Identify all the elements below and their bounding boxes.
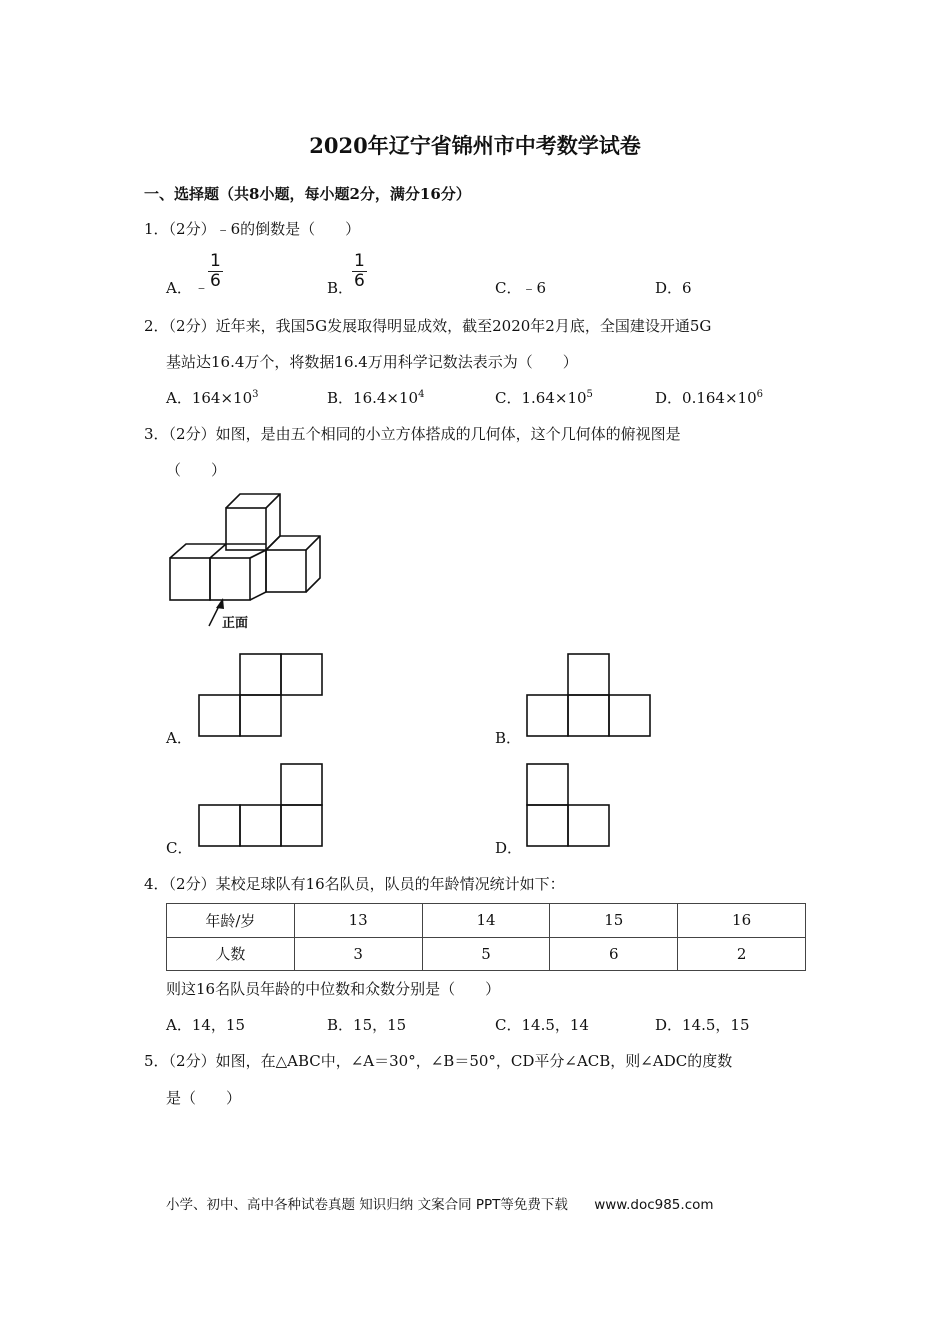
fraction-numerator: 1 <box>354 251 365 271</box>
q3-line1: 3．（2分）如图，是由五个相同的小立方体搭成的几何体，这个几何体的俯视图是 <box>144 425 681 443</box>
age-table <box>166 903 806 971</box>
q2-option-b-exponent: 4 <box>418 389 425 400</box>
q2-option-c-base: C．1.64×10 <box>495 389 587 407</box>
table-cell: 14 <box>422 904 550 938</box>
q1-option-b-fraction <box>352 252 367 291</box>
footer-url[interactable]: www.doc985.com <box>594 1197 714 1213</box>
q3-option-d-figure <box>526 763 612 849</box>
fraction-denominator: 6 <box>354 271 365 291</box>
table-cell: 3 <box>294 937 422 971</box>
q2-line2: 基站达16.4万个，将数据16.4万用科学记数法表示为（ ） <box>166 353 578 371</box>
q3-option-c-figure <box>198 763 324 849</box>
q3-option-a-figure <box>198 653 324 739</box>
q2-option-b <box>327 387 424 408</box>
q2-option-c-exponent: 5 <box>586 389 593 400</box>
cube-solid-figure <box>160 488 340 638</box>
table-cell: 年龄/岁 <box>167 904 295 938</box>
table-cell: 6 <box>550 937 678 971</box>
footer-text: 小学、初中、高中各种试卷真题 知识归纳 文案合同 PPT等免费下载 <box>166 1197 568 1213</box>
q2-option-a-exponent: 3 <box>252 389 259 400</box>
q4-option-a: A．14，15 <box>166 1016 246 1034</box>
q1-option-b-label: B． <box>327 279 354 297</box>
page-title: 2020年辽宁省锦州市中考数学试卷 <box>309 133 641 158</box>
q3-option-a-label: A． <box>166 729 192 747</box>
q2-option-c <box>495 387 593 408</box>
q3-line2: （ ） <box>166 461 227 479</box>
table-cell: 13 <box>294 904 422 938</box>
table-cell: 15 <box>550 904 678 938</box>
q5-line1: 5．（2分）如图，在△ABC中，∠A＝30°，∠B＝50°，CD平分∠ACB，则∠ADC的度数 <box>144 1052 733 1070</box>
q2-option-a-base: A．164×10 <box>166 389 253 407</box>
q1-option-a-label: A． <box>166 279 192 297</box>
q4-follow: 则这16名队员年龄的中位数和众数分别是（ ） <box>166 980 501 998</box>
q2-option-d-exponent: 6 <box>756 389 763 400</box>
q2-option-d-base: D．0.164×10 <box>655 389 757 407</box>
table-row <box>167 937 806 971</box>
q3-option-b-label: B． <box>495 729 522 747</box>
q2-option-a <box>166 387 259 408</box>
q4-option-b: B．15，15 <box>327 1016 407 1034</box>
fraction-denominator: 6 <box>210 271 221 291</box>
table-cell: 16 <box>678 904 806 938</box>
table-cell: 人数 <box>167 937 295 971</box>
q2-option-b-base: B．16.4×10 <box>327 389 419 407</box>
q4-option-d: D．14.5，15 <box>655 1016 750 1034</box>
q4-option-c: C．14.5，14 <box>495 1016 589 1034</box>
table-cell: 2 <box>678 937 806 971</box>
q1-option-c: C．﹣6 <box>495 279 547 297</box>
q1-option-d: D．6 <box>655 279 692 297</box>
table-row <box>167 904 806 938</box>
q1-option-a-fraction <box>208 252 223 291</box>
section-heading: 一、选择题（共8小题，每小题2分，满分16分） <box>144 185 471 203</box>
q5-line2: 是（ ） <box>166 1089 242 1107</box>
q1-stem: 1．（2分）﹣6的倒数是（ ） <box>144 220 361 238</box>
q2-line1: 2．（2分）近年来，我国5G发展取得明显成效，截至2020年2月底，全国建设开通5G <box>144 317 712 335</box>
q3-option-c-label: C． <box>166 839 193 857</box>
q1-option-a-sign: ﹣ <box>194 278 210 296</box>
fraction-numerator: 1 <box>210 251 221 271</box>
front-label: 正面 <box>222 616 249 631</box>
q3-option-d-label: D． <box>495 839 523 857</box>
q3-option-b-figure <box>526 653 653 739</box>
q2-option-d <box>655 387 763 408</box>
q4-stem: 4．（2分）某校足球队有16名队员，队员的年龄情况统计如下： <box>144 875 565 893</box>
table-cell: 5 <box>422 937 550 971</box>
footer-promo <box>166 1193 714 1213</box>
